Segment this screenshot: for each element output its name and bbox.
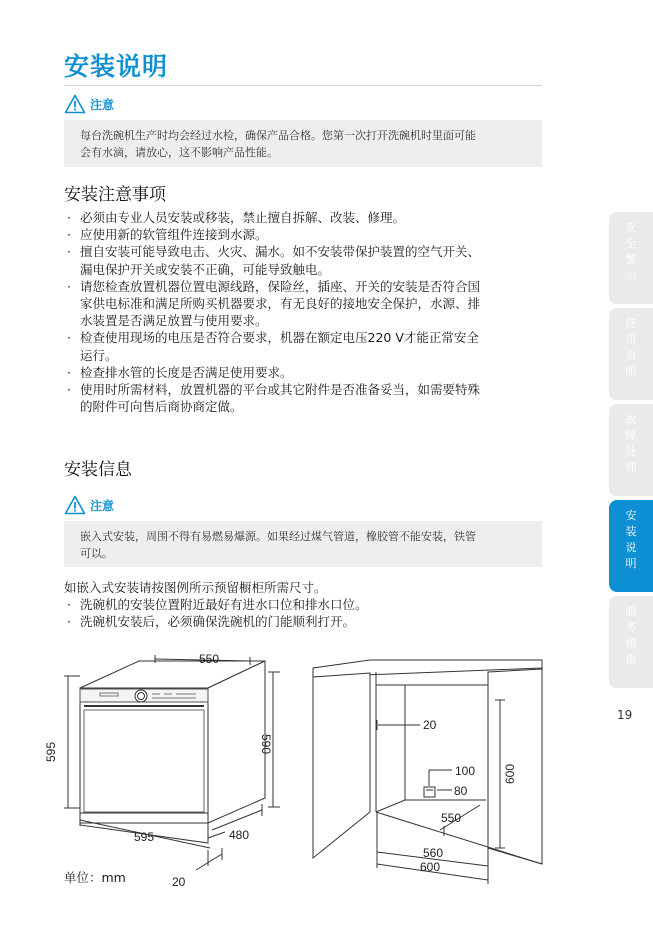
cabinet-drawing [313, 660, 542, 864]
bullet-line: 漏电保护开关或安装不正确，可能导致触电。 [80, 261, 331, 277]
bullet-line: 家供电标准和满足所购买机器要求，有无良好的接地安全保护，水源、排 [80, 296, 481, 312]
section-heading-precautions: 安装注意事项 [64, 185, 166, 205]
tab-char: 安 [625, 221, 637, 234]
tab-char: 指 [625, 637, 637, 650]
chapter-tabs [609, 212, 653, 692]
dim-cabinet-inner-width: 560 [423, 846, 444, 860]
tab-char: 装 [625, 525, 637, 538]
page-number: 19 [617, 708, 633, 722]
bullet-line: · 洗碗机的安装位置附近最好有进水口位和排水口位。 [80, 597, 368, 612]
bullet-line: · 检查排水管的长度是否满足使用要求。 [80, 364, 293, 380]
dim-machine-width-top: 550 [199, 652, 220, 666]
tab-char: 全 [625, 237, 637, 250]
caution-note-line: 每台洗碗机生产时均会经过水检，确保产品合格。您第一次打开洗碗机时里面可能 [80, 129, 476, 142]
dim-cabinet-depth: 550 [441, 811, 462, 825]
tab-usage[interactable] [609, 308, 653, 400]
bullet-line: · 必须由专业人员安装或移装，禁止擅自拆解、改装、修理。 [80, 210, 406, 225]
tab-troubleshooting[interactable] [609, 404, 653, 496]
dim-cabinet-height: 600 [503, 763, 517, 785]
bullet-line: 水装置是否满足放置与使用要求。 [80, 313, 268, 329]
dim-drain-offset: 80 [454, 784, 468, 798]
tab-char: 说 [625, 541, 637, 554]
tab-char: 南 [625, 653, 637, 666]
tab-safety-warning[interactable] [609, 212, 653, 304]
section-heading-info: 安装信息 [64, 460, 132, 480]
tab-service[interactable] [609, 596, 653, 688]
tab-char: 服 [625, 605, 637, 618]
tab-char: 明 [625, 365, 637, 378]
info-intro: 如嵌入式安装请按图例所示预留橱柜所需尺寸。 [64, 580, 327, 595]
tab-char: 说 [625, 349, 637, 362]
page-title: 安装说明 [64, 52, 169, 81]
dim-cabinet-outer-width: 600 [420, 860, 441, 874]
tab-char: 用 [625, 333, 637, 346]
caution-label: 注意 [90, 97, 115, 112]
dim-machine-height-right: 590 [259, 733, 273, 755]
tab-char: 使 [625, 317, 637, 330]
dim-door-gap: 20 [172, 875, 186, 889]
dim-machine-width-bottom: 595 [134, 830, 155, 844]
bullet-line: · 检查使用现场的电压是否符合要求，机器在额定电压220 V才能正常安全 [80, 330, 479, 346]
bullet-line: · 请您检查放置机器位置电源线路，保险丝，插座、开关的安装是否符合国 [80, 278, 481, 294]
tab-char: 故 [625, 413, 637, 426]
tab-installation[interactable] [609, 500, 653, 592]
dim-machine-depth: 480 [229, 828, 250, 842]
tab-char: 安 [625, 509, 637, 522]
caution-note-line: 会有水滴，请放心，这不影响产品性能。 [80, 145, 278, 159]
dishwasher-drawing [80, 661, 265, 843]
tab-char: 务 [625, 621, 637, 634]
dim-inlet-offset: 100 [455, 764, 476, 778]
tab-char: 处 [625, 445, 637, 458]
bullet-line: 的附件可向售后商协商定做。 [80, 399, 243, 415]
dim-machine-height-left: 595 [44, 741, 58, 763]
tab-char: 示 [625, 269, 637, 282]
caution-label: 注意 [90, 498, 115, 513]
unit-label: 单位：mm [64, 870, 126, 885]
info-note-line: 可以。 [80, 546, 113, 560]
tab-char: 障 [625, 429, 637, 442]
bullet-line: · 应使用新的软管组件连接到水源。 [80, 227, 268, 243]
bullet-line: · 使用时所需材料，放置机器的平台或其它附件是否准备妥当，如需要特殊 [80, 382, 481, 398]
tab-char: 警 [625, 253, 637, 266]
bullet-line: 运行。 [80, 347, 118, 363]
tab-char: 理 [625, 461, 637, 474]
bullet-line: · 洗碗机安装后，必须确保洗碗机的门能顺利打开。 [80, 614, 356, 630]
dim-cabinet-side-offset: 20 [423, 718, 437, 732]
tab-char: 明 [625, 557, 637, 570]
info-note-line: 嵌入式安装，周围不得有易燃易爆源。如果经过煤气管道，橡胶管不能安装，铁管 [80, 530, 476, 543]
bullet-line: · 擅自安装可能导致电击、火灾、漏水。如不安装带保护装置的空气开关、 [80, 244, 481, 260]
